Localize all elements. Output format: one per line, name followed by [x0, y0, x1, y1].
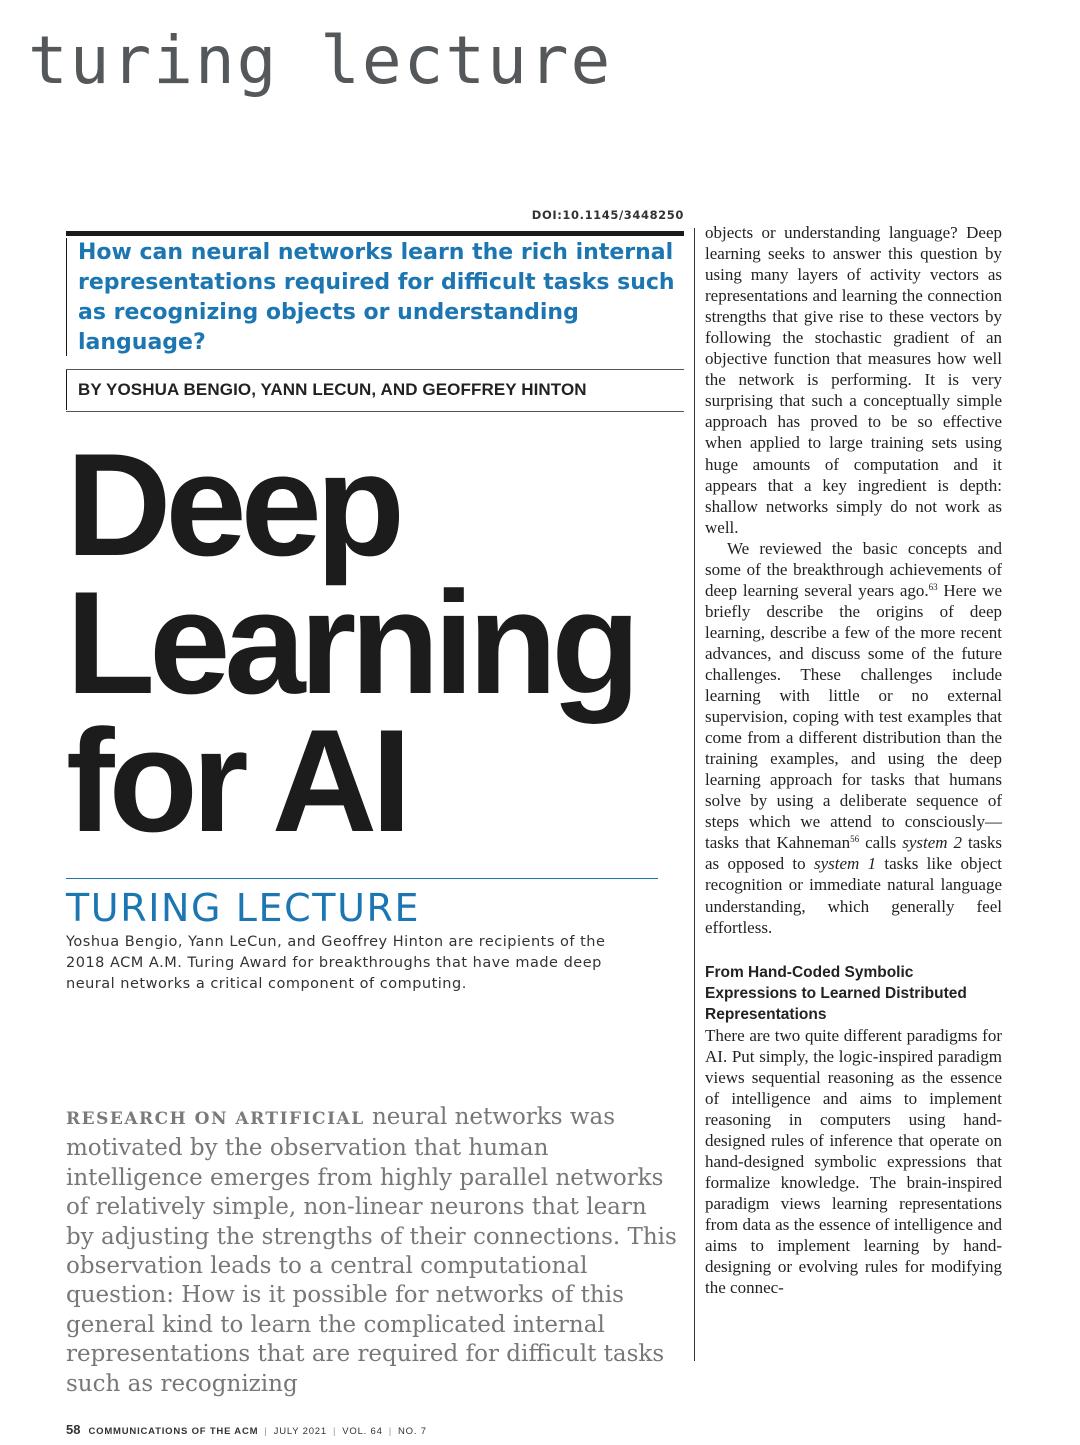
- body-text: Here we briefly describe the origins of deep learning, describe a few of the more recent advances, and discuss some of the future challenges. These challenges include learning with little or no external supervision, coping with test examples that come from a different distribution than the training examples, and using the deep learning approach for tasks that humans solve by using a deliberate sequence of steps which we attend to consciously—tasks that Kahneman: [705, 580, 1002, 853]
- page-number: 58: [66, 1422, 81, 1437]
- title-line-1: Deep: [66, 423, 400, 586]
- turing-box-text: Yoshua Bengio, Yann LeCun, and Geoffrey Hinton are recipients of the 2018 ACM A.M. Turing Award for breakthroughs that have made deep neural networks a critical component of computing.: [66, 934, 606, 992]
- turing-box-divider: [66, 878, 658, 879]
- issue-number: NO. 7: [398, 1426, 427, 1437]
- body-column: [705, 222, 1002, 1298]
- reference-63: 63: [928, 581, 938, 592]
- emphasis: system 2: [902, 833, 963, 853]
- section-heading: From Hand-Coded Symbolic Expressions to Learned Distributed Representations: [705, 963, 967, 1023]
- title-line-2: Learning: [66, 561, 635, 724]
- body-paragraph-2: [705, 538, 1002, 938]
- body-paragraph-3: There are two quite different paradigms for AI. Put simply, the logic-inspired paradigm views sequential reasoning as the essence of intelligence and aims to implement reasoning in computers using hand-designed rules of inference that operate on hand-designed symbolic expressions that formalize knowledge. The brain-inspired paradigm views learning representations from data as the essence of intelligence and aims to implement learning by hand-designing or evolving rules for modifying the connec-: [705, 1025, 1002, 1298]
- doi-divider: [66, 231, 684, 236]
- intro-paragraph: [66, 1103, 678, 1399]
- magazine-name: COMMUNICATIONS OF THE ACM: [88, 1426, 259, 1437]
- body-text: calls: [859, 833, 903, 853]
- section-title: turing lecture: [28, 22, 613, 99]
- byline-bar: [66, 370, 67, 410]
- article-deck: How can neural networks learn the rich internal representations required for difficult tasks such as recognizing objects or understanding language?: [66, 238, 676, 356]
- footer-separator: |: [264, 1426, 268, 1437]
- reference-56: 56: [850, 834, 860, 845]
- body-text: tasks like object recognition or immediate natural language understanding, which generally feel effortless.: [705, 854, 1003, 937]
- body-paragraph-1: objects or understanding language? Deep learning seeks to answer this question by using many layers of activity vectors as representations and learning the connection strengths that give rise to these vectors by following the stochastic gradient of an objective function that measures how well the network is performing. It is very surprising that such a conceptually simple approach has proved to be so effective when applied to large training sets using huge amounts of computation and it appears that a key ingredient is depth: shallow networks simply do not work as well.: [705, 223, 1002, 537]
- doi-label: DOI:10.1145/3448250: [531, 208, 684, 222]
- page-footer: [66, 1422, 427, 1437]
- byline-divider-top: [66, 369, 684, 370]
- article-title: [66, 423, 686, 862]
- footer-separator: |: [388, 1426, 392, 1437]
- footer-separator: |: [332, 1426, 337, 1437]
- issue-date: JULY 2021: [273, 1426, 327, 1437]
- intro-lead-in: RESEARCH ON ARTIFICIAL: [66, 1109, 365, 1129]
- body-text: tasks as opposed to: [705, 833, 1003, 874]
- issue-volume: VOL. 64: [342, 1426, 383, 1437]
- author-byline: BY YOSHUA BENGIO, YANN LECUN, AND GEOFFREY HINTON: [78, 380, 587, 399]
- byline-divider-bottom: [66, 411, 684, 412]
- body-text: We reviewed the basic concepts and some of the breakthrough achievements of deep learning several years ago.: [705, 538, 1002, 600]
- intro-text: neural networks was motivated by the observation that human intelligence emerges from highly parallel networks of relatively simple, non-linear neurons that learn by adjusting the strengths of their connections. This observation leads to a central computational question: How is it possible for networks of this general kind to learn the complicated internal representations that are required for difficult tasks such as recognizing: [66, 1104, 677, 1397]
- emphasis: system 1: [813, 854, 877, 874]
- title-line-3: for AI: [66, 699, 406, 862]
- column-divider: [694, 228, 695, 1361]
- turing-box-title: TURING LECTURE: [66, 886, 421, 930]
